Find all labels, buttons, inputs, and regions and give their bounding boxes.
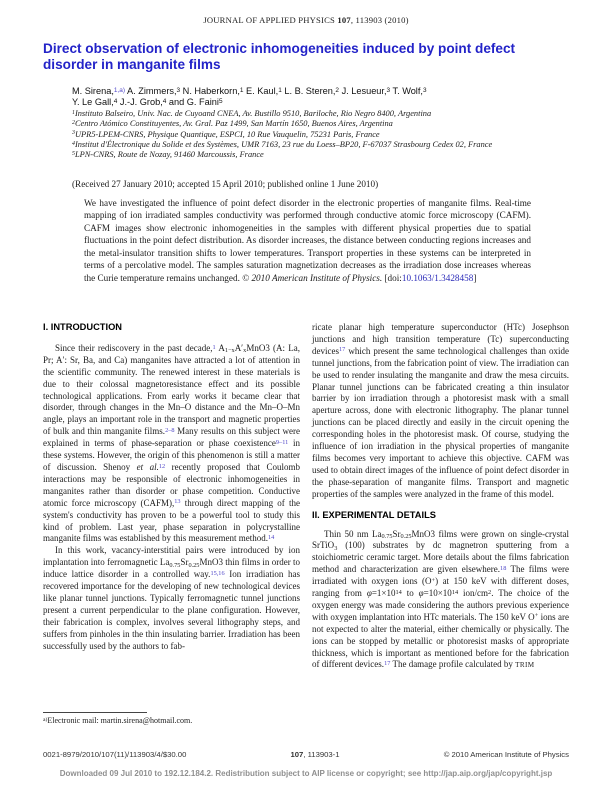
superscript: 5 [72, 150, 75, 157]
reference-link[interactable]: 17 [339, 346, 346, 354]
footer-issn-price: 0021-8979/2010/107(11)/113903/4/$30.00 [43, 750, 187, 759]
superscript: 14 [395, 588, 402, 596]
reference-link[interactable]: 15,16 [210, 569, 225, 577]
subscript: 0.25 [188, 561, 200, 569]
left-column [43, 322, 300, 710]
subscript: 0.25 [400, 533, 412, 541]
email-footnote: $^{a)}$Electronic mail: martin.sirena@hotmail.com. [43, 716, 193, 725]
reference-link[interactable]: 12 [158, 462, 166, 470]
superscript: 3 [386, 86, 391, 94]
reference-link[interactable]: 13 [174, 498, 181, 506]
body-columns [43, 322, 569, 710]
reference-link[interactable]: 1,a) [113, 86, 125, 94]
author-line-1: M. Sirena,$^{1,a)}$ A. Zimmers,$^3$ N. Haberkorn,$^1$ E. Kaul,$^1$ L. B. Steren,$^2$ J. Lesueur,$^3$ T. Wolf,$^3$ [72, 86, 427, 96]
journal-header-line: JOURNAL OF APPLIED PHYSICS 107, 113903 (2010) [203, 15, 409, 25]
affiliation-3: $^3$UPR5-LPEM-CNRS, Physique Quantique, ESPCI, 10 Rue Vauquelin, 75231 Paris, France [72, 129, 380, 139]
superscript: a) [43, 716, 48, 723]
doi-link[interactable]: 10.1063/1.3428458 [401, 272, 474, 283]
superscript: 1 [72, 109, 75, 116]
footnote-divider [43, 712, 147, 713]
download-notice-bar: Downloaded 09 Jul 2010 to 192.12.184.2. Redistribution subject to AIP license or copyright; see http://jap.aip.org/jap/copyright.jsp [59, 769, 553, 778]
right-column [312, 322, 569, 710]
affiliation-5: $^5$LPN-CNRS, Route de Nozay, 91460 Marcoussis, France [72, 150, 264, 160]
superscript: 4 [113, 97, 118, 105]
section-heading-introduction: I. INTRODUCTION [43, 322, 123, 332]
received-dates-line: (Received 27 January 2010; accepted 15 April 2010; published online 1 June 2010) [72, 179, 379, 189]
subscript: 3 [334, 544, 338, 552]
page-footer [43, 750, 569, 759]
superscript: 4 [72, 140, 75, 147]
superscript: 14 [451, 588, 459, 596]
superscript: 2 [335, 86, 340, 94]
reference-link[interactable]: 17 [384, 660, 391, 668]
abstract: We have investigated the influence of point defect disorder in the electronic properties of manganite films. Real-time mapping of ion irradiated samples conductivity was performed through conductive atomic force microscopy (CAFM). CAFM images show electronic inhomogeneities in the samples with different physical properties due to spatial fluctuations in the point defect distribution. As disorder increases, the distance between conducting regions increases and the metal-insulator transition shifts to lower temperatures. Transport properties in these systems can be interpreted in terms of a percolative model. The samples saturation magnetization decreases as the irradiation dose increases whereas the Curie temperature remains unchanged. © 2010 American Institute of Physics. [doi:10.1063/1.3428458] [84, 198, 531, 283]
affiliation-2: $^2$Centro Atómico Constituyentes, Av. Gral. Paz 1499, San Martín 1650, Buenos Aires, Argentina [72, 119, 393, 129]
reference-link[interactable]: 9–11 [275, 438, 289, 446]
author-list [72, 86, 569, 108]
superscript: + [431, 576, 436, 584]
affiliation-4: $^4$Institut d'Électronique du Solide et des Systèmes, UMR 7163, 23 rue du Loess–BP20, F-67037 Strasbourg Cedex 02, France [72, 139, 493, 149]
section-heading-experimental: II. EXPERIMENTAL DETAILS [312, 509, 436, 520]
reference-link[interactable]: 18 [500, 564, 507, 572]
affiliation-list [72, 109, 569, 160]
superscript: 3 [422, 86, 427, 94]
affiliation-1: $^1$Instituto Balseiro, Univ. Nac. de Cuyoand CNEA, Av. Bustillo 9510, Bariloche, Rio Negro 8400, Argentina [72, 109, 432, 118]
subscript: 0.75 [381, 533, 393, 541]
superscript: 2 [488, 588, 492, 596]
superscript: 1 [278, 86, 282, 94]
author-line-2: Y. Le Gall,$^4$ J.-J. Grob,$^4$ and G. Faini$^5$ [72, 97, 223, 107]
intro-paragraph-1: Since their rediscovery in the past decade,$^1$ $A_{1-x}A'_xMnO3$ (A: La, Pr; A′: Sr, Ba, and Ca) manganites have attracted a lot of attention in the scientific community. The renewed interest in these materials is due to their colossal magnetoresistance effect and its possible technological applications. From early works it became clear that disorder, through changes in the Mn–O distance and the Mn–O–Mn angle, plays an important role in the transport and magnetic properties of bulk and thin manganite films.$^{2-8}$ Many results on this subject were explained in terms of phase-separation or phase coexistence$^{9-11}$ in these systems. However, the origin of this phenomenon is still a matter of discussion. Shenoy et al.$^{12}$ recently proposed that Coulomb interactions may be responsible of electronic inhomogeneities in manganites rather than disorder or phase competition. Conductive atomic force microscopy (CAFM),$^{13}$ through direct mapping of the system's conductivity has proven to be a powerful tool to study this kind of problem. Last year, phase separation in polycrystalline manganite films was established by this measurement method.$^{14}$ [43, 342, 301, 544]
experimental-paragraph-1: Thin 50 nm $La_{0.75}Sr_{0.25}MnO3$ films were grown on single-crystal SrTiO$_3$ (100) substrates by dc magnetron sputtering from a stoichiometric ceramic target. More details about the films fabrication method and characterization are given elsewhere.$^{18}$ The films were irradiated with oxygen ions (O+) at 150 keV with different doses, ranging from $\varphi=1\times 10^{14}$ to $\varphi=10\times 10^{14}$ ion/$cm^2$. The choice of the oxygen energy was made considering the authors previous experience with oxygen implantation into HTc materials. The 150 keV O+ ions are not expected to alter the material, either chemically or physically. The ions can be stopped by metallic or photoresist masks of appropriate thickness, which is important as mentioned before for the fabrication of different devices.$^{17}$ The damage profile calculated by TRIM [312, 528, 569, 670]
reference-link[interactable]: 2–8 [165, 426, 175, 434]
subscript: 0.75 [169, 561, 181, 569]
superscript: 5 [218, 97, 223, 105]
superscript: + [534, 612, 539, 620]
superscript: 3 [176, 86, 181, 94]
subscript: x [243, 347, 247, 355]
intro-paragraph-2: In this work, vacancy-interstitial pairs were introduced by ion implantation into ferromagnetic $La_{0.75}Sr_{0.25}MnO3$ thin films in order to induce lattice disorder in a controlled way.$^{15,16}$ Ion irradiation has recovered importance for the developing of new technological devices like planar tunnel junctions. Typically ferromagnetic tunnel junctions present a current perpendicular to the plane configuration. However, their fabrication is complex, involves several lithography steps, and suffers from pinholes in the thin insulating barrier. Irradiation has been successfully used by the authors to fab- [43, 545, 300, 651]
smallcaps-text: TRIM [515, 661, 535, 670]
footer-copyright: © 2010 American Institute of Physics [443, 750, 569, 759]
reference-link[interactable]: 14 [267, 534, 275, 542]
reference-link[interactable]: 1 [212, 343, 216, 351]
superscript: 3 [72, 130, 75, 137]
page-title: Direct observation of electronic inhomogeneities induced by point defect disorder in manganite films [43, 41, 516, 73]
subscript: 1−x [224, 347, 235, 355]
superscript: 4 [162, 97, 167, 105]
superscript: 2 [72, 120, 75, 127]
intro-paragraph-3-continued: ricate planar high temperature superconductor (HTc) Josephson junctions and high transition temperature (Tc) superconducting devices$^{17}$ which present the same technological challenges than oxide tunnel junctions, from the fabrication point of view. The irradiation can be used to render insulating the manganite and draw the mesa circuits. Planar tunnel junctions can be fabricated creating a thin insulator barrier by ion irradiation through a photoresist mask with a small aperture across, done with electronic lithography. The planar tunnel junctions can be placed directly and easily in the circuit opening the corresponding holes in the photoresist mask. Of course, studying the influence of ion irradiation in the physical properties of manganite films becomes very important to achieve this objective. CAFM was used to obtain direct images of the influence of point defect disorder in the phase-separation of manganite films. Transport and magnetic properties of the samples were analyzed in the frame of this model. [312, 322, 569, 499]
superscript: 1 [239, 86, 244, 94]
footer-page-number: 107, 113903-1 [290, 750, 340, 759]
